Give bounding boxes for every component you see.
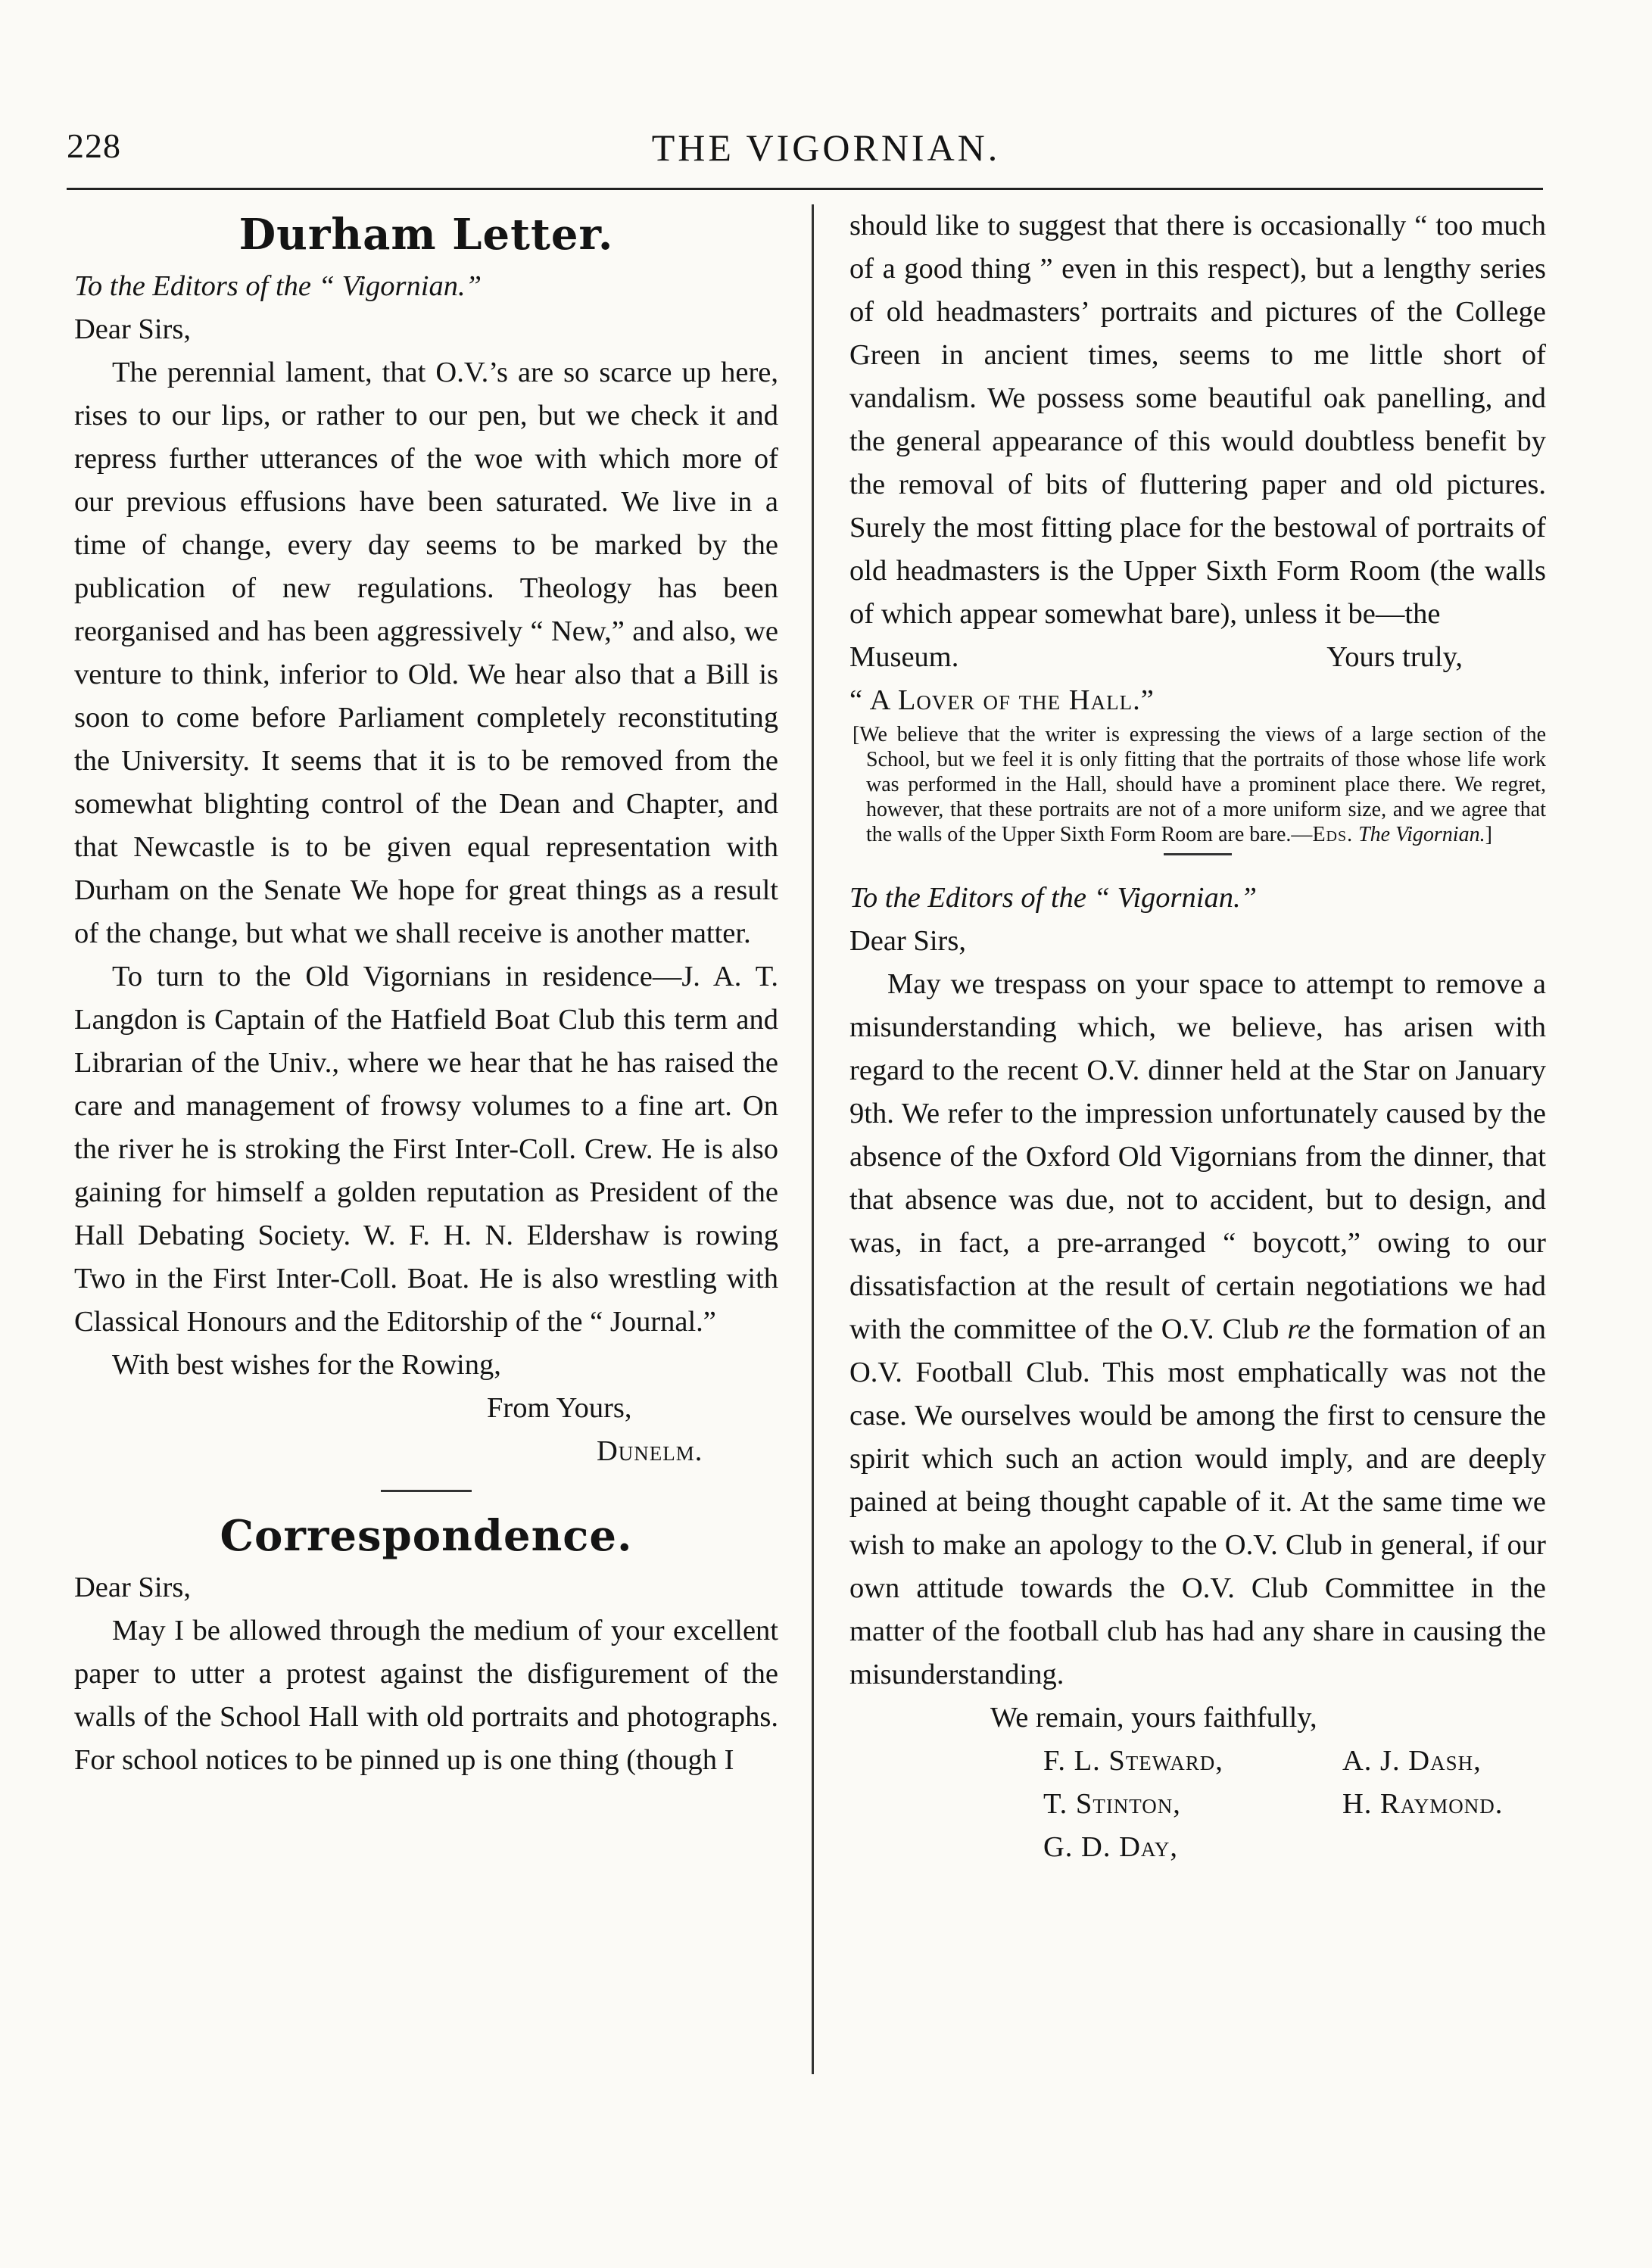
editors-note-journal: The Vigornian. <box>1358 823 1485 846</box>
durham-paragraph-1: The perennial lament, that O.V.’s are so scarce up here, rises to our lips, or rather to our pen, but we check it and repress further utterances of the woe with which more of our previous effusions have been saturated. We live in a time of change, every day seems to be marked by the publication of new regulations. Theology has been reorganised and has been aggressively “ New,” and also, we venture to think, inferior to Old. We hear also that a Bill is soon to come before Parliament completely reconstituting the University. It seems that it is to be removed from the somewhat blighting control of the Dean and Chapter, and that Newcastle is to be given equal representation with Durham on the Senate We hope for great things as a result of the change, but what we shall receive is another matter. <box>74 357 778 949</box>
signatory: G. D. Day, <box>1043 1831 1179 1863</box>
editors-note-text: [We believe that the writer is expressing the views of a large section of the School, but we feel it is only fitting that the portraits of those whose life work was performed in the Hall, should have a prominent place there. We regret, however, that these portraits are not of a more uniform size, and we agree that the walls of the Upper Sixth Form Room are bare.— <box>852 723 1546 846</box>
durham-salutation: Dear Sirs, <box>74 313 191 345</box>
editors-note <box>849 722 1546 847</box>
running-title: THE VIGORNIAN. <box>651 126 1001 169</box>
signatory: T. Stinton, <box>1043 1788 1181 1820</box>
correspondence-signature: “ A Lover of the Hall.” <box>849 684 1155 716</box>
letter2-re: re <box>1287 1313 1311 1345</box>
page-header <box>0 0 1652 197</box>
letter2-to-editors: To the Editors of the “ Vigornian.” <box>849 882 1258 914</box>
signatory: H. Raymond. <box>1342 1788 1504 1820</box>
correspondence-heading: Correspondence. <box>220 1511 633 1561</box>
letter2-text-a: May we trespass on your space to attempt to remove a misunderstanding which, we believe, has arisen with regard to the recent O.V. dinner held at the Star on January 9th. We refer to the impression unfortunately caused by the absence of the Oxford Old Vigornians from the dinner, that that absence was due, not to accident, but to design, and was, in fact, a pre-arranged “ boycott,” owing to our dissatisfaction at the result of certain negotiations we had with the committee of the O.V. Club <box>849 968 1546 1345</box>
correspondence-paragraph-start: May I be allowed through the medium of your excellent paper to utter a protest against the disfigurement of the walls of the School Hall with old portraits and photographs. For school notices to be pinned up is one thing (though I <box>74 1615 778 1776</box>
durham-to-editors: To the Editors of the “ Vigornian.” <box>74 270 482 302</box>
letter2-paragraph <box>849 963 1546 1696</box>
durham-signature: Dunelm. <box>597 1435 703 1467</box>
header-rule <box>67 188 1543 190</box>
note-divider <box>1164 853 1232 855</box>
editors-note-close: ] <box>1485 823 1492 846</box>
signatory: A. J. Dash, <box>1342 1745 1482 1777</box>
correspondence-salutation: Dear Sirs, <box>74 1572 191 1603</box>
left-column <box>74 204 778 1782</box>
signatory: F. L. Steward, <box>1043 1745 1223 1777</box>
letter2-salutation: Dear Sirs, <box>849 925 966 957</box>
letter2-closing: We remain, yours faithfully, <box>990 1702 1317 1734</box>
correspondence-yours-truly: Yours truly, <box>1326 641 1463 673</box>
correspondence-last-word: Museum. <box>849 641 959 673</box>
durham-closing-from: From Yours, <box>487 1392 632 1424</box>
durham-closing-wishes: With best wishes for the Rowing, <box>112 1349 501 1381</box>
section-divider <box>381 1490 472 1492</box>
column-divider <box>812 204 814 2074</box>
editors-note-sign: Eds. <box>1312 823 1354 846</box>
right-column <box>849 204 1546 1869</box>
letter2-text-b: the formation of an O.V. Football Club. This most emphatically was not the case. We ourselves would be among the first to censure the spirit which such an action would imply, and are deeply pained at being thought capable of it. At the same time we wish to make an apology to the O.V. Club in general, if our own attitude towards the O.V. Club Committee in the matter of the football club has had any share in causing the misunderstanding. <box>849 1313 1546 1690</box>
durham-paragraph-2: To turn to the Old Vigornians in residence—J. A. T. Langdon is Captain of the Hatfield Boat Club this term and Librarian of the Univ., where we hear that he has raised the care and management of frowsy volumes to a fine art. On the river he is stroking the First Inter-Coll. Crew. He is also gaining for himself a golden reputation as President of the Hall Debating Society. W. F. H. N. Eldershaw is rowing Two in the First Inter-Coll. Boat. He is also wrestling with Classical Honours and the Editorship of the “ Journal.” <box>74 961 778 1338</box>
correspondence-signoff <box>849 636 1546 679</box>
page-number: 228 <box>67 126 121 165</box>
correspondence-paragraph-continued: should like to suggest that there is occasionally “ too much of a good thing ” even in this respect), but a lengthy series of old headmasters’ portraits and pictures of the College Green in ancient times, seems to me little short of vandalism. We possess some beautiful oak panelling, and the general appearance of this would doubtless benefit by the removal of bits of fluttering paper and old pictures. Surely the most fitting place for the bestowal of portraits of old headmasters is the Upper Sixth Form Room (the walls of which appear somewhat bare), unless it be—the <box>849 210 1546 630</box>
signatories <box>1043 1740 1546 1869</box>
durham-letter-heading: Durham Letter. <box>238 210 614 260</box>
